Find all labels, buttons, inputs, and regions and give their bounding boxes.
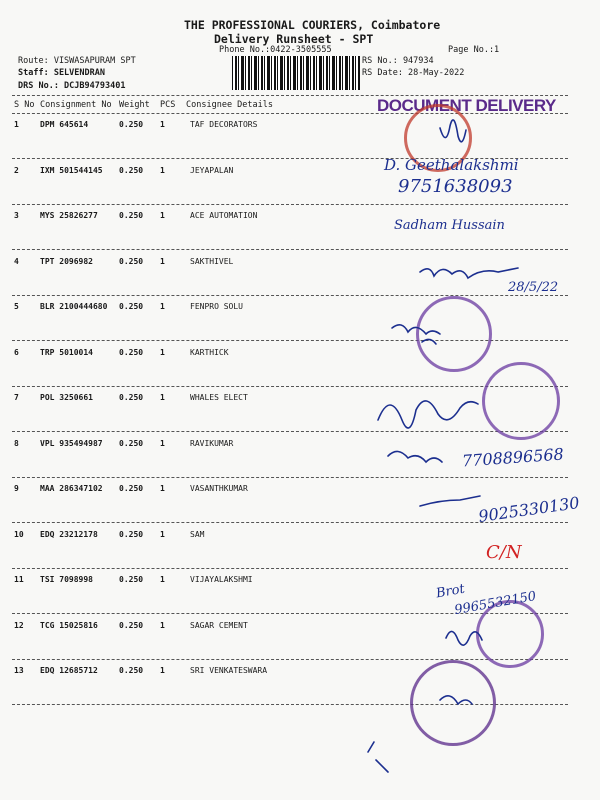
handwritten-phone: 9751638093 [398, 176, 513, 197]
row-consignee: TAF DECORATORS [190, 120, 258, 129]
row-weight: 0.250 [119, 575, 144, 584]
document-delivery-stamp: DOCUMENT DELIVERY [377, 96, 556, 115]
handwritten-name: Brot [434, 581, 466, 602]
row-sno: 9 [14, 484, 19, 493]
row-consignee: SAKTHIVEL [190, 256, 234, 266]
row-sno: 11 [14, 575, 24, 584]
company-name: THE PROFESSIONAL COURIERS, Coimbatore [184, 18, 441, 32]
handwritten-phone: 7708896568 [461, 444, 565, 471]
row-pcs: 1 [160, 438, 165, 448]
row-consignee: SAGAR CEMENT [190, 620, 248, 630]
row-consignment-no: TPT 2096982 [40, 256, 93, 266]
row-sno: 8 [14, 438, 19, 448]
phone-number: Phone No.:0422-3505555 [219, 45, 332, 55]
rs-number: RS No.: 947934 [362, 56, 434, 66]
row-consignment-no: VPL 935494987 [40, 438, 103, 448]
handwritten-name: D. Geethalakshmi [384, 156, 519, 174]
route: Route: VISWASAPURAM SPT [18, 56, 136, 66]
handwritten-note: C/N [486, 542, 522, 563]
row-consignment-no: BLR 2100444680 [40, 302, 108, 311]
row-sno: 6 [14, 347, 19, 357]
stray-mark [368, 742, 388, 772]
row-pcs: 1 [160, 302, 165, 311]
row-pcs: 1 [160, 529, 165, 539]
signature-row-9 [420, 496, 480, 506]
row-sno: 3 [14, 211, 19, 220]
staff: Staff: SELVENDRAN [18, 68, 105, 78]
row-pcs: 1 [160, 620, 165, 630]
drs-number: DRS No.: DCJB94793401 [18, 81, 126, 91]
col-header-pcs: PCS [160, 100, 176, 110]
row-pcs: 1 [160, 120, 165, 129]
row-pcs: 1 [160, 393, 165, 402]
row-consignee: JEYAPALAN [190, 165, 234, 175]
signature-row-4 [420, 268, 518, 278]
row-pcs: 1 [160, 347, 165, 357]
row-consignee: SAM [190, 529, 205, 539]
row-sno: 7 [14, 393, 19, 402]
row-pcs: 1 [160, 666, 165, 675]
row-weight: 0.250 [119, 211, 144, 220]
row-weight: 0.250 [119, 666, 144, 675]
row-pcs: 1 [160, 165, 165, 175]
handwritten-name: Sadham Hussain [394, 218, 505, 233]
row-consignment-no: EDQ 23212178 [40, 529, 98, 539]
row-consignment-no: TSI 7098998 [40, 575, 93, 584]
signature-row-6 [422, 339, 436, 344]
row-sno: 5 [14, 302, 19, 311]
col-header-consignment: Consignment No [40, 100, 112, 110]
row-consignee: VASANTHKUMAR [190, 484, 248, 493]
row-consignee: FENPRO SOLU [190, 302, 243, 311]
handwritten-phone: 9025330130 [477, 493, 581, 526]
handwritten-phone: 9965532150 [453, 588, 538, 619]
signature-row-7 [378, 401, 478, 428]
row-consignee: ACE AUTOMATION [190, 211, 258, 220]
row-weight: 0.250 [119, 302, 144, 311]
row-pcs: 1 [160, 256, 165, 266]
rs-date: RS Date: 28-May-2022 [362, 68, 465, 78]
handwritten-date: 28/5/22 [508, 280, 559, 295]
row-weight: 0.250 [119, 529, 144, 539]
row-weight: 0.250 [119, 256, 144, 266]
signature-row-12 [446, 631, 482, 645]
row-sno: 13 [14, 666, 24, 675]
row-consignment-no: TCG 15025816 [40, 620, 98, 630]
row-weight: 0.250 [119, 620, 144, 630]
signature-row-8 [388, 451, 442, 462]
row-consignment-no: EDQ 12685712 [40, 666, 98, 675]
page-number: Page No.:1 [448, 45, 500, 55]
row-weight: 0.250 [119, 347, 144, 357]
row-consignee: KARTHICK [190, 347, 229, 357]
row-sno: 10 [14, 529, 24, 539]
row-weight: 0.250 [119, 120, 144, 129]
signature-row-5 [392, 325, 440, 334]
row-consignment-no: MAA 286347102 [40, 484, 103, 493]
col-header-sno: S No [14, 100, 35, 110]
row-consignee: WHALES ELECT [190, 393, 248, 402]
row-consignment-no: POL 3250661 [40, 393, 93, 402]
row-pcs: 1 [160, 211, 165, 220]
row-weight: 0.250 [119, 393, 144, 402]
row-pcs: 1 [160, 484, 165, 493]
row-consignee: RAVIKUMAR [190, 438, 234, 448]
row-sno: 4 [14, 256, 19, 266]
row-sno: 2 [14, 165, 19, 175]
row-weight: 0.250 [119, 165, 144, 175]
row-sno: 1 [14, 120, 19, 129]
row-consignee: VIJAYALAKSHMI [190, 575, 253, 584]
row-consignment-no: IXM 501544145 [40, 165, 103, 175]
row-consignment-no: MYS 25826277 [40, 211, 98, 220]
row-weight: 0.250 [119, 438, 144, 448]
row-sno: 12 [14, 620, 24, 630]
row-consignment-no: DPM 645614 [40, 120, 89, 129]
row-consignment-no: TRP 5010014 [40, 347, 93, 357]
row-pcs: 1 [160, 575, 165, 584]
row-consignee: SRI VENKATESWARA [190, 666, 268, 675]
signature-row-1 [440, 120, 466, 142]
signature-row-13 [440, 696, 472, 704]
col-header-consignee: Consignee Details [186, 100, 273, 110]
row-weight: 0.250 [119, 484, 144, 493]
col-header-weight: Weight [119, 100, 150, 110]
page-title: Delivery Runsheet - SPT [214, 32, 374, 46]
